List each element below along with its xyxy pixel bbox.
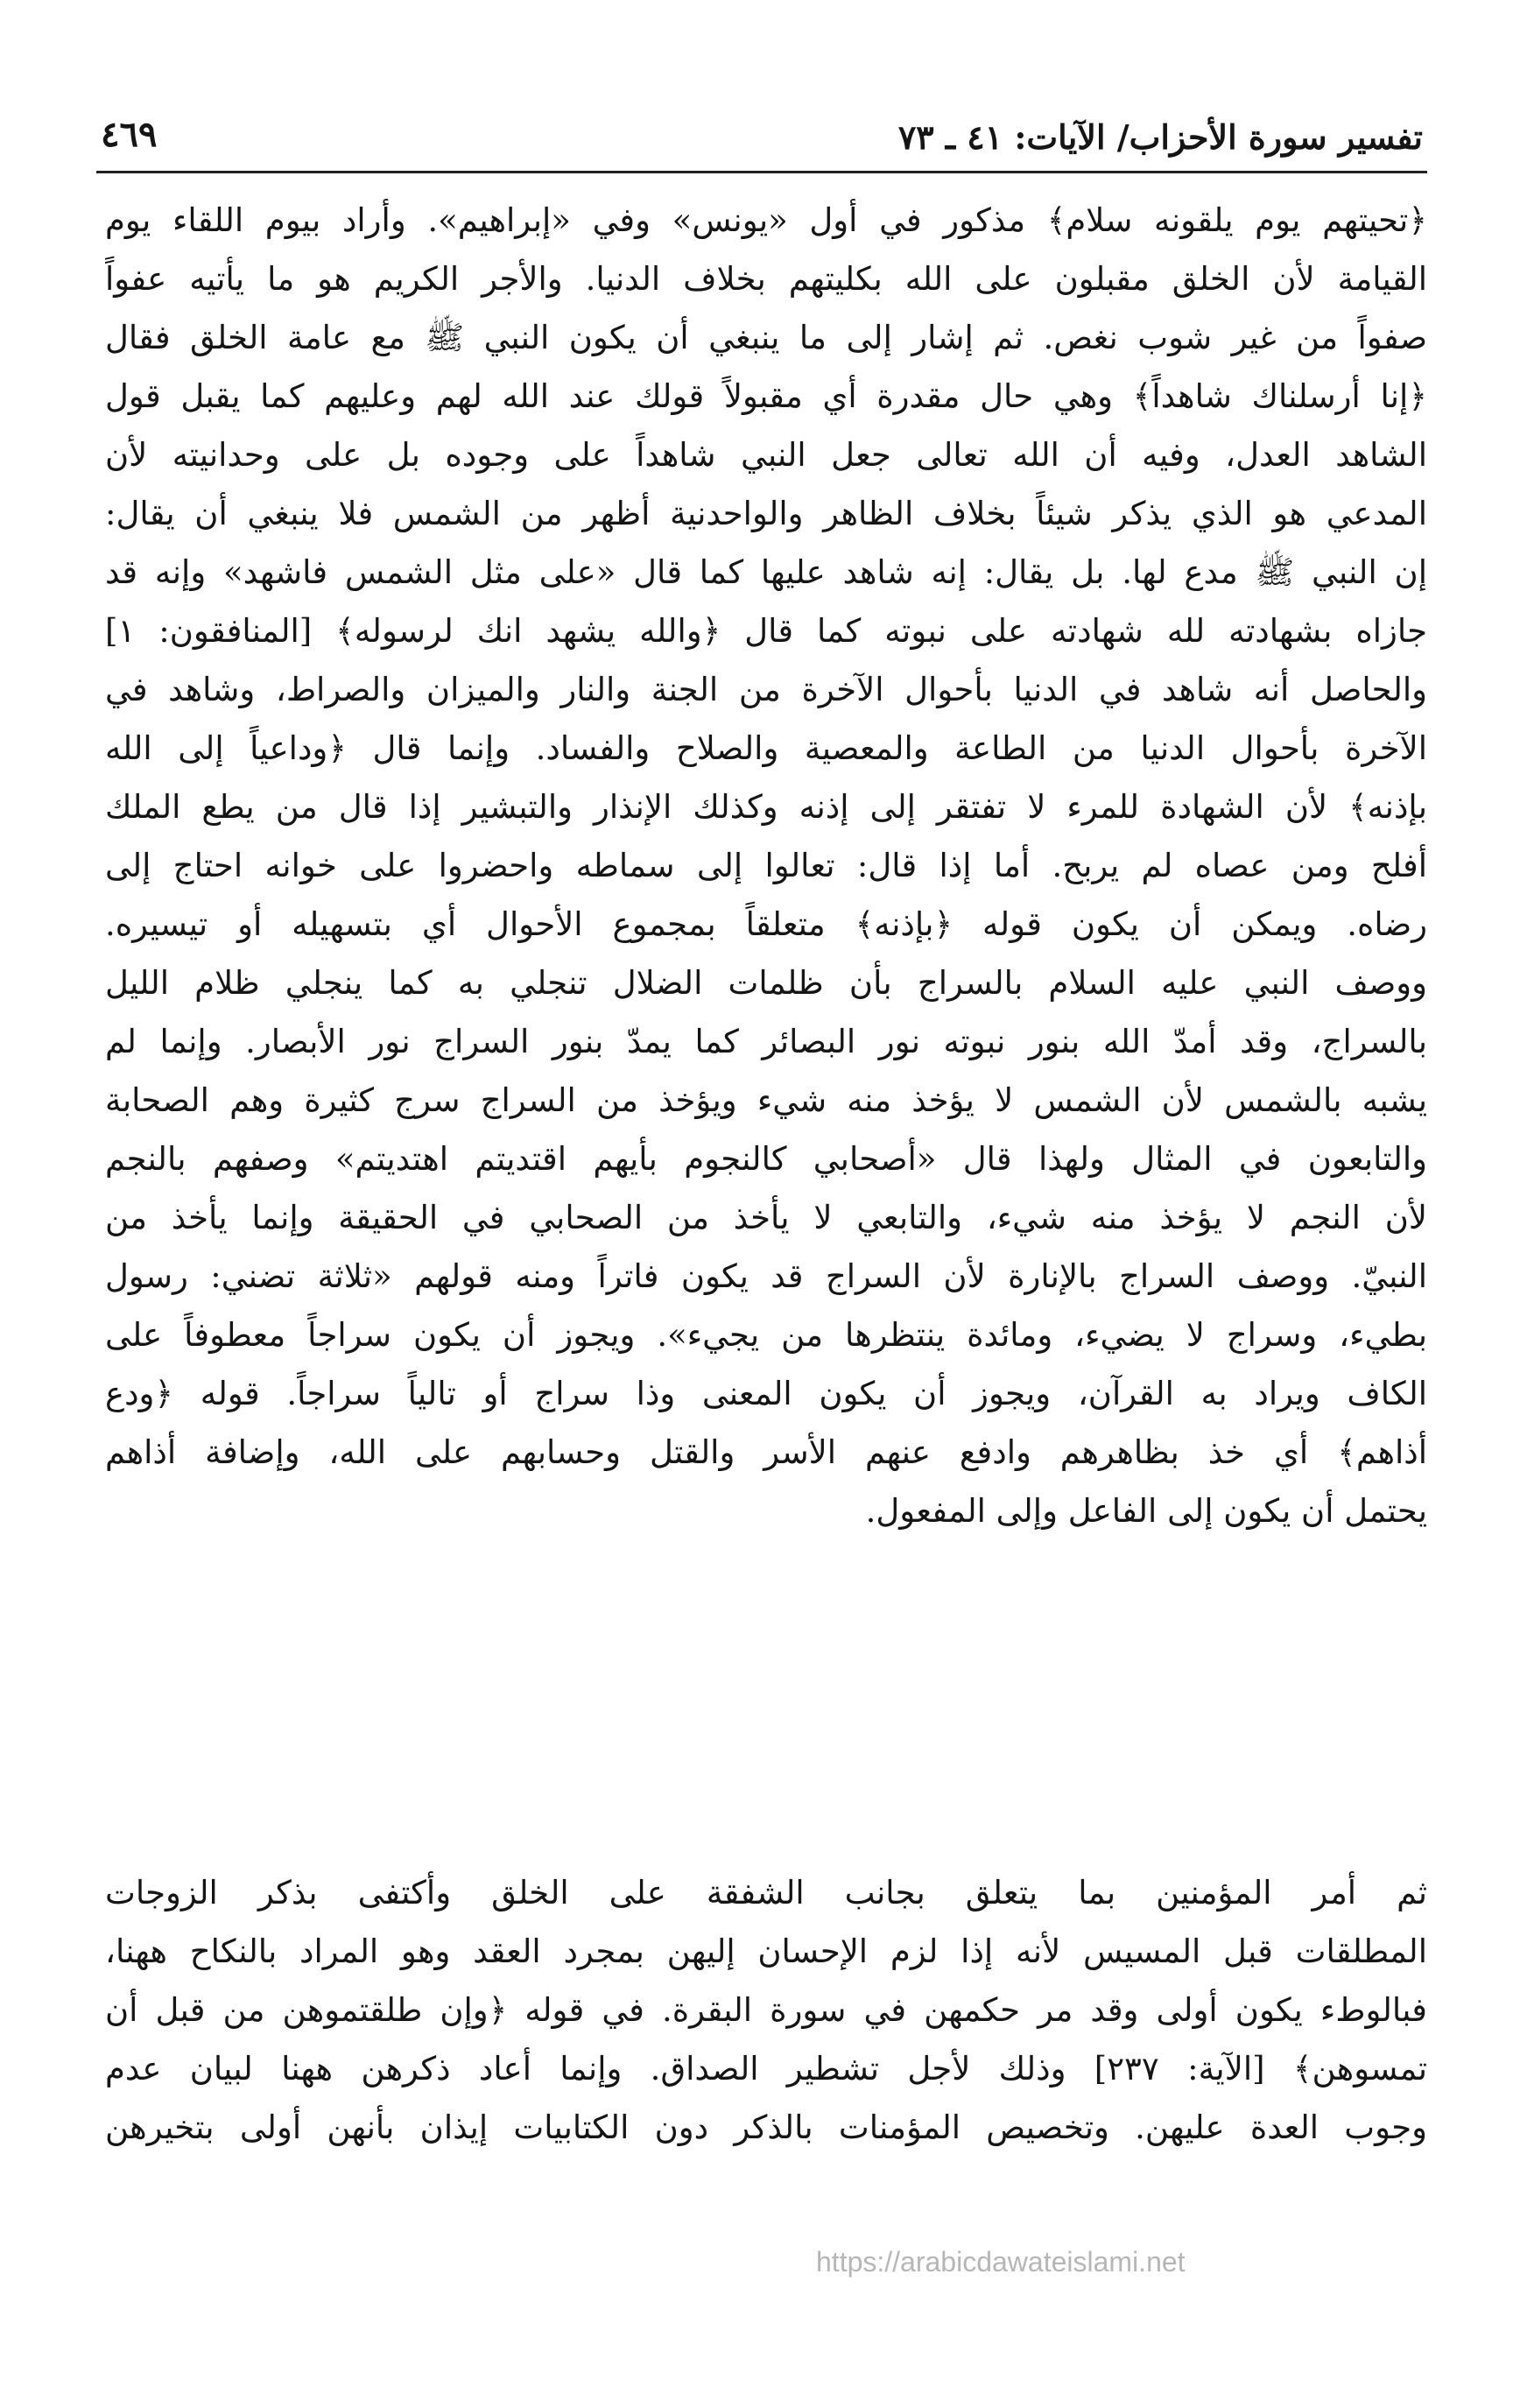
paragraph-2 [105,1863,1427,2157]
text-line: ثم أمر المؤمنين بما يتعلق بجانب الشفقة على الخلق وأكتفى بذكر الزوجات [105,1874,1427,1912]
text-line: فبالوطء يكون أولى وقد مر حكمهن في سورة البقرة. في قوله ﴿وإن طلقتموهن من قبل أن [105,1991,1427,2029]
text-line: والحاصل أنه شاهد في الدنيا بأحوال الآخرة من الجنة والنار والميزان والصراط، وشاهد في [105,671,1427,708]
text-line: تمسوهن﴾ [الآية: ٢٣٧] وذلك لأجل تشطير الصداق. وإنما أعاد ذكرهن ههنا لبيان عدم [105,2050,1427,2088]
website-watermark: https://arabicdawateislami.net [816,2246,1186,2278]
text-line: أفلح ومن عصاه لم يربح. أما إذا قال: تعالوا إلى سماطه واحضروا على خوانه احتاج إلى [105,847,1427,884]
text-line: إن النبي ﷺ مدع لها. بل يقال: إنه شاهد عليها كما قال «على مثل الشمس فاشهد» وإنه قد [105,553,1427,591]
text-line: يشبه بالشمس لأن الشمس لا يؤخذ منه شيء ويؤخذ من السراج سرج كثيرة وهم الصحابة [105,1081,1427,1119]
text-line: المدعي هو الذي يذكر شيئاً بخلاف الظاهر والواحدنية أظهر من الشمس فلا ينبغي أن يقال: [105,495,1427,532]
text-line: رضاه. ويمكن أن يكون قوله ﴿بإذنه﴾ متعلقاً بمجموع الأحوال أي بتسهيله أو تيسيره. [105,905,1427,943]
text-line: بالسراج، وقد أمدّ الله بنور نبوته نور البصائر كما يمدّ بنور السراج نور الأبصار. وإنما لم [105,1023,1427,1060]
text-line: الآخرة بأحوال الدنيا من الطاعة والمعصية والصلاح والفساد. وإنما قال ﴿وداعياً إلى الله [105,729,1427,767]
text-line: وجوب العدة عليهن. وتخصيص المؤمنات بالذكر دون الكتابيات إيذان بأنهن أولى بتخيرهن [105,2109,1427,2146]
text-line: القيامة لأن الخلق مقبلون على الله بكليتهم بخلاف الدنيا. والأجر الكريم هو ما يأتيه عفواً [105,260,1427,298]
running-title: تفسير سورة الأحزاب/ الآيات: ٤١ ـ ٧٣ [897,117,1423,157]
header-divider [96,171,1427,173]
text-line: صفواً من غير شوب نغص. ثم إشار إلى ما ينبغي أن يكون النبي ﷺ مع عامة الخلق فقال [105,319,1427,356]
text-line: أذاهم﴾ أي خذ بظاهرهم وادفع عنهم الأسر والقتل وحسابهم على الله، وإضافة أذاهم [105,1433,1427,1471]
text-line: بإذنه﴾ لأن الشهادة للمرء لا تفتقر إلى إذنه وكذلك الإنذار والتبشير إذا قال من يطع الملك [105,788,1427,826]
text-line: ﴿إنا أرسلناك شاهداً﴾ وهي حال مقدرة أي مقبولاً قولك عند الله لهم وعليهم كما يقبل قول [105,377,1427,415]
text-line: بطيء، وسراج لا يضيء، ومائدة ينتظرها من يجيء». ويجوز أن يكون سراجاً معطوفاً على [105,1316,1427,1354]
paragraph-1 [105,191,1427,1540]
text-line: المطلقات قبل المسيس لأنه إذا لزم الإحسان إليهن بمجرد العقد وهو المراد بالنكاح ههنا، [105,1933,1427,1970]
page-number: ٤٦٩ [101,114,158,155]
text-line: والتابعون في المثال ولهذا قال «أصحابي كالنجوم بأيهم اقتديتم اهتديتم» وصفهم بالنجم [105,1140,1427,1178]
text-line: يحتمل أن يكون إلى الفاعل وإلى المفعول. [865,1492,1427,1530]
text-line: الكاف ويراد به القرآن، ويجوز أن يكون المعنى وذا سراج أو تالياً سراجاً. قوله ﴿ودع [105,1375,1427,1412]
text-line: النبيّ. ووصف السراج بالإنارة لأن السراج قد يكون فاتراً ومنه قولهم «ثلاثة تضني: رسول [105,1257,1427,1295]
text-line: لأن النجم لا يؤخذ منه شيء، والتابعي لا يأخذ من الصحابي في الحقيقة وإنما يأخذ من [105,1199,1427,1236]
text-line: ﴿تحيتهم يوم يلقونه سلام﴾ مذكور في أول «يونس» وفي «إبراهيم». وأراد بيوم اللقاء يوم [105,201,1427,239]
page-header [101,107,1423,168]
text-line: ووصف النبي عليه السلام بالسراج بأن ظلمات الضلال تنجلي به كما ينجلي ظلام الليل [105,964,1427,1002]
text-line: جازاه بشهادته لله شهادته على نبوته كما قال ﴿والله يشهد انك لرسوله﴾ [المنافقون: ١] [105,612,1427,650]
text-line: الشاهد العدل، وفيه أن الله تعالى جعل النبي شاهداً على وجوده بل على وحدانيته لأن [105,436,1427,474]
